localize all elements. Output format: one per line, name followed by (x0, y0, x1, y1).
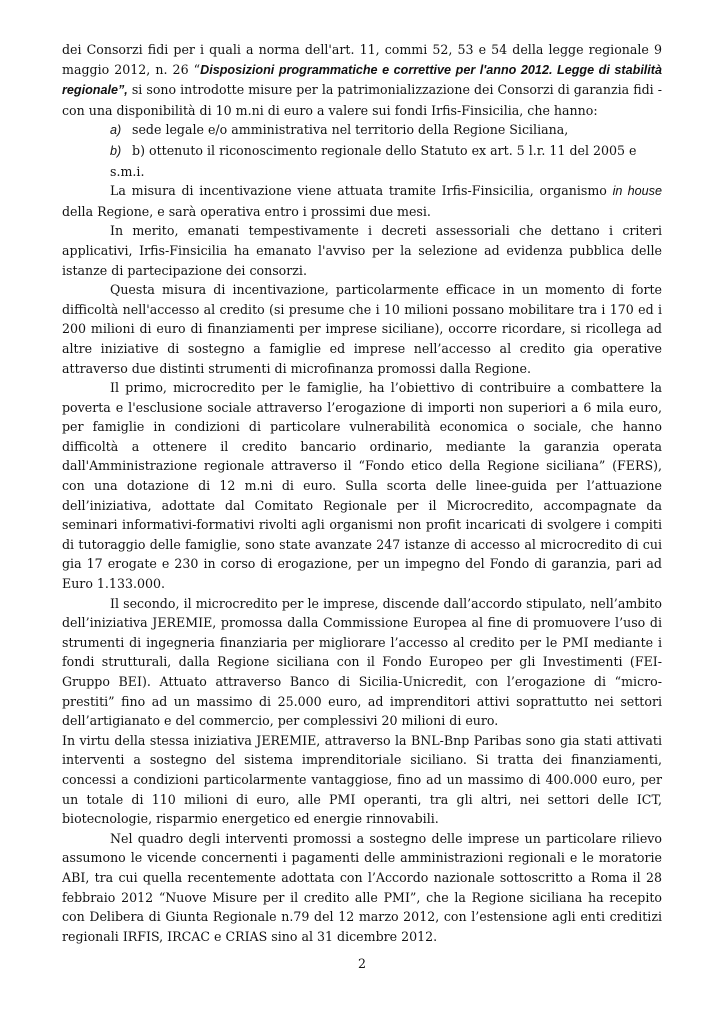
paragraph-text: della Regione, e sarà operativa entro i prossimi due mesi. (62, 203, 431, 219)
paragraph-text: La misura di incentivazione viene attuata tramite Irfis-Finsicilia, organismo (110, 183, 613, 199)
paragraph-irfis-in-house (62, 181, 662, 221)
paragraph-text: dei Consorzi fidi per i quali a norma dell'art. 11, commi 52, 53 e 54 della legge regionale 9 maggio 2012, n. 26 “ (62, 42, 662, 77)
paragraph-moratorie-abi: Nel quadro degli interventi promossi a sostegno delle imprese un particolare rilievo assumono le vicende concernenti i pagamenti delle amministrazioni regionali e le moratorie ABI, tra cui quella recentemente adottata con l’Accordo nazionale sottoscritto a Roma il 28 febbraio 2012 “Nuove Misure per il credito alle PMI”, che la Regione siciliana ha recepito con Delibera di Giunta Regionale n.79 del 12 marzo 2012, con l’estensione agli enti creditizi regionali IRFIS, IRCAC e CRIAS sino al 31 dicembre 2012. (62, 830, 662, 944)
paragraph-decreti: In merito, emanati tempestivamente i decreti assessoriali che dettano i criteri applicativi, Irfis-Finsicilia ha emanato l'avviso per la selezione ad evidenza pubblica delle istanze di partecipazione dei consorzi. (62, 223, 662, 278)
list-marker: a) (110, 123, 122, 138)
law-title-emphasis: Disposizioni programmatiche e correttive per l'anno 2012. Legge di stabilità regionale”, (62, 62, 663, 98)
list-item-b (62, 141, 662, 181)
list-item-a (62, 120, 662, 141)
document-body (62, 40, 662, 946)
list-item-text: sede legale e/o amministrativa nel territorio della Regione Siciliana, (132, 122, 569, 138)
page-number: 2 (357, 956, 366, 971)
paragraph-microcredito-imprese: Il secondo, il microcredito per le imprese, discende dall’accordo stipulato, nell’ambito dell’iniziativa JEREMIE, promossa dalla Commissione Europea al fine di promuovere l’uso di strumenti di ingegneria finanziaria per migliorare l’accesso al credito per le PMI mediante i fondi strutturali, dalla Regione siciliana con il Fondo Europeo per gli Investimenti (FEI-Gruppo BEI). Attuato attraverso Banco di Sicilia-Unicredit, con l’erogazione di “micro-prestiti” fino ad un massimo di 25.000 euro, ad imprenditori attivi soprattutto nei settori dell’artigianato e del commercio, per complessivi 20 milioni di euro. (62, 595, 662, 729)
paragraph-jeremie-bnl: In virtu della stessa iniziativa JEREMIE, attraverso la BNL-Bnp Paribas sono gia stati attivati interventi a sostegno del sistema imprenditoriale siciliano. Si tratta dei finanziamenti, concessi a condizioni particolarmente vantaggiose, fino ad un massimo di 400.000 euro, per un totale di 110 milioni di euro, alle PMI operanti, tra gli altri, nei settori delle ICT, biotecnologie, risparmio energetico ed energie rinnovabili. (62, 732, 662, 827)
paragraph-consorzi-fidi (62, 40, 662, 120)
list-marker: b) (110, 143, 122, 158)
in-house-emphasis: in house (612, 184, 662, 199)
paragraph-text: si sono introdotte misure per la patrimonializzazione dei Consorzi di garanzia fidi - con una disponibilità di 10 m.ni di euro a valere sui fondi Irfis-Finsicilia, che hanno: (62, 82, 662, 118)
paragraph-misura-incentivazione: Questa misura di incentivazione, particolarmente efficace in un momento di forte difficoltà nell'accesso al credito (si presume che i 10 milioni possano mobilitare tra i 170 ed i 200 milioni di euro di finanziamenti per imprese siciliane), occorre ricordare, si ricollega ad altre iniziative di sostegno a famiglie ed imprese nell’accesso al credito gia operative attraverso due distinti strumenti di microfinanza promossi dalla Regione. (62, 282, 662, 376)
paragraph-microcredito-famiglie: Il primo, microcredito per le famiglie, ha l’obiettivo di contribuire a combattere la poverta e l'esclusione sociale attraverso l’erogazione di importi non superiori a 6 mila euro, per famiglie in condizioni di particolare vulnerabilità economica o sociale, che hanno difficoltà a ottenere il credito bancario ordinario, mediante la garanzia operata dall'Amministrazione regionale attraverso il “Fondo etico della Regione siciliana” (FERS), con una dotazione di 12 m.ni di euro. Sulla scorta delle linee-guida per l’attuazione dell’iniziativa, adottate dal Comitato Regionale per il Microcredito, accompagnate da seminari informativi-formativi rivolti agli organismi non profit incaricati di svolgere i compiti di tutoraggio delle famiglie, sono state avanzate 247 istanze di accesso al microcredito di cui gia 17 erogate e 230 in corso di erogazione, per un impegno del Fondo di garanzia, pari ad Euro 1.133.000. (62, 380, 662, 592)
list-item-text: b) ottenuto il riconoscimento regionale dello Statuto ex art. 5 l.r. 11 del 2005 e s.m.i. (110, 142, 637, 179)
